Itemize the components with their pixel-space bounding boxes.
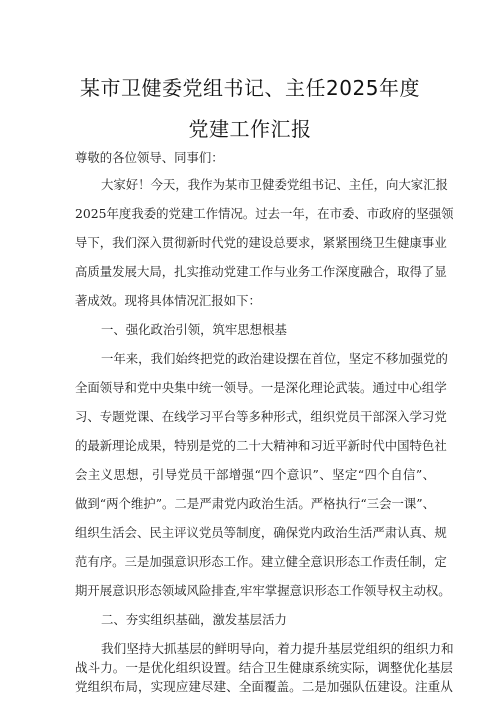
document-title-line-2: 党建工作汇报 — [188, 117, 312, 141]
section-2-heading: 二、夯实组织基础，激发基层活力 — [101, 612, 287, 627]
section-2-line-1: 我们坚持大抓基层的鲜明导向，着力提升基层党组织的组织力和 — [101, 641, 454, 656]
section-2-line-3: 党组织布局，实现应建尽建、全面覆盖。二是加强队伍建设。注重从 — [75, 679, 453, 694]
section-2-line-2: 战斗力。一是优化组织设置。结合卫生健康系统实际，调整优化基层 — [75, 660, 453, 675]
intro-line-4: 高质量发展大局，扎实推动党建工作与业务工作深度融合，取得了显 — [75, 264, 447, 279]
intro-line-3: 导下，我们深入贯彻新时代党的建设总要求，紧紧围绕卫生健康事业 — [75, 235, 447, 250]
intro-line-1: 大家好！今天，我作为某市卫健委党组书记、主任，向大家汇报 — [101, 177, 448, 192]
salutation: 尊敬的各位领导、同事们： — [75, 150, 224, 165]
intro-line-5: 著成效。现将具体情况汇报如下： — [75, 293, 261, 308]
section-1-line-4: 的最新理论成果，特别是党的二十大精神和习近平新时代中国特色社 — [75, 438, 447, 453]
section-1-line-7: 组织生活会、民主评议党员等制度，确保党内政治生活严肃认真、规 — [75, 525, 447, 540]
section-1-line-2: 全面领导和党中央集中统一领导。一是深化理论武装。通过中心组学 — [75, 380, 447, 395]
section-1-line-5: 会主义思想，引导党员干部增强“四个意识”、坚定“四个自信”、 — [75, 467, 435, 482]
section-1-line-9: 期开展意识形态领域风险排查,牢牢掌握意识形态工作领导权主动权。 — [75, 583, 451, 598]
section-1-line-8: 范有序。三是加强意识形态工作。建立健全意识形态工作责任制，定 — [75, 554, 447, 569]
intro-line-2: 2025年度我委的党建工作情况。过去一年，在市委、市政府的坚强领 — [75, 206, 454, 221]
section-1-line-3: 习、专题党课、在线学习平台等多种形式，组织党员干部深入学习党 — [75, 409, 447, 424]
section-1-line-6: 做到“两个维护”。二是严肃党内政治生活。严格执行“三会一课”、 — [75, 496, 435, 511]
section-1-line-1: 一年来，我们始终把党的政治建设摆在首位，坚定不移加强党的 — [101, 351, 448, 366]
document-title-line-1: 某市卫健委党组书记、主任2025年度 — [80, 76, 420, 100]
section-1-heading: 一、强化政治引领，筑牢思想根基 — [101, 322, 287, 337]
